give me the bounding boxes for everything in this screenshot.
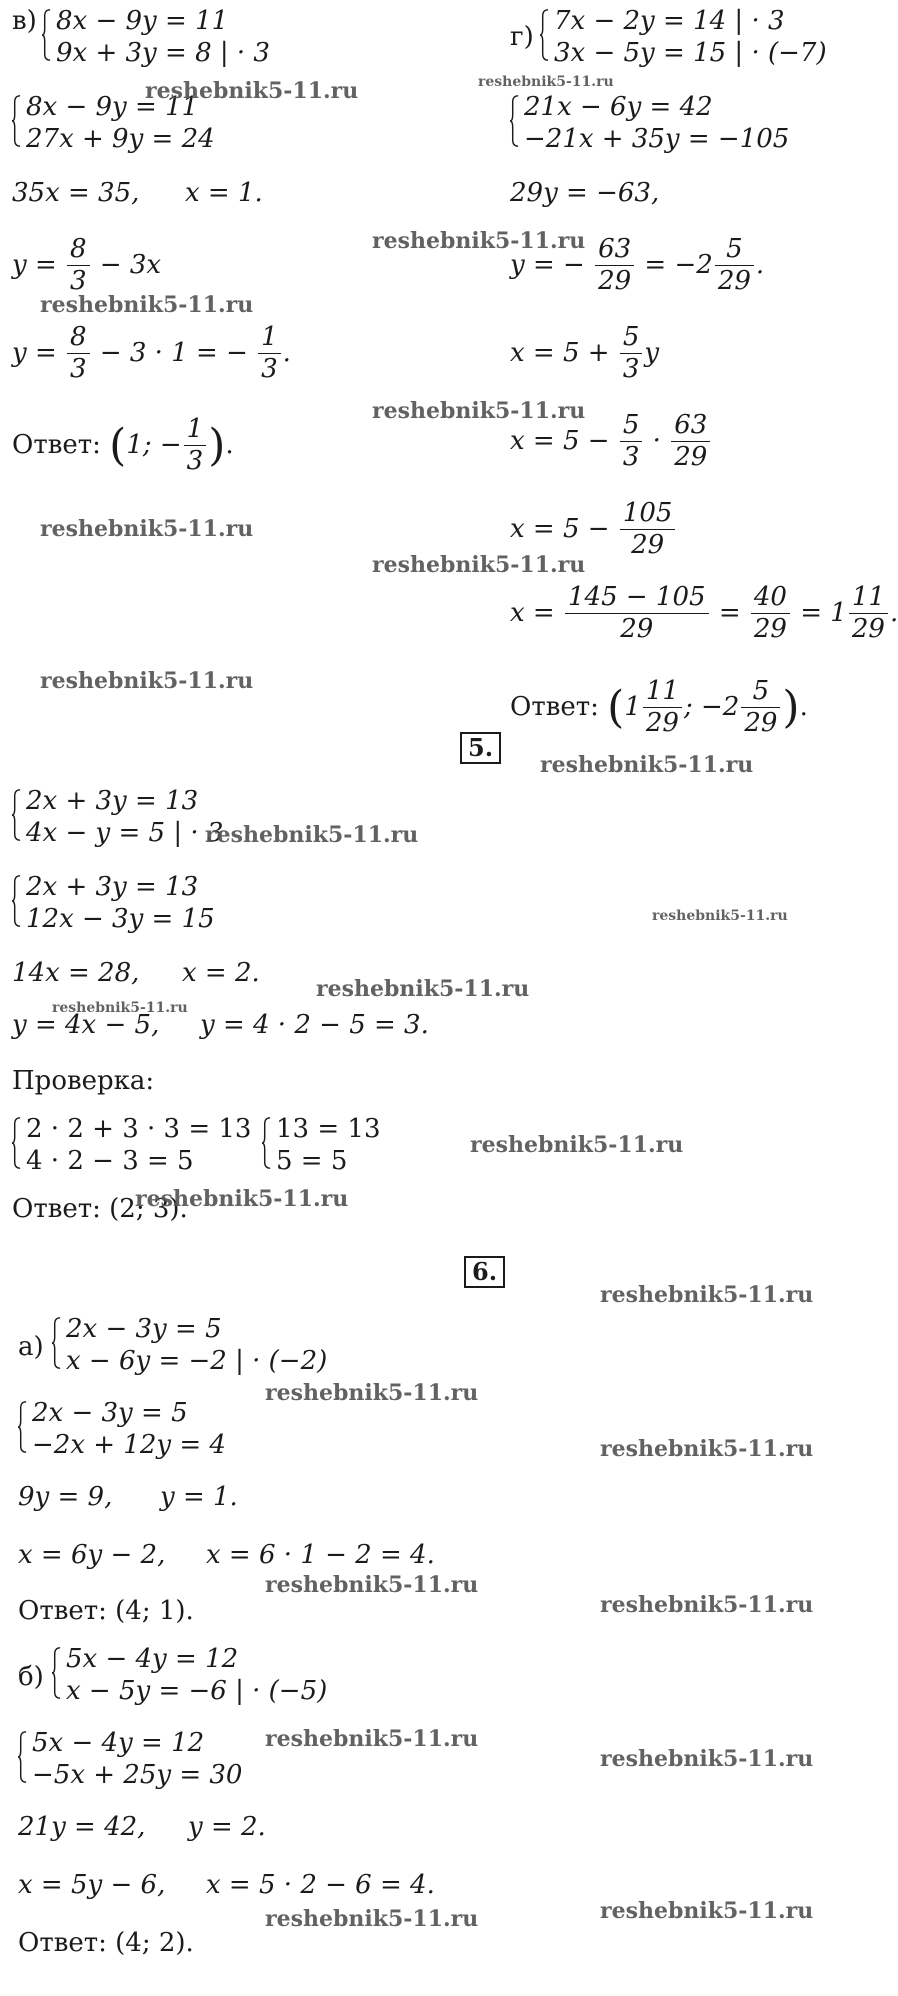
equation: y = 2.: [188, 1812, 266, 1842]
brace-icon: [52, 1644, 61, 1702]
watermark: reshebnik5-11.ru: [40, 668, 254, 694]
brace-icon: [52, 1314, 61, 1372]
fraction: $\frac{5}{29}$: [741, 678, 780, 738]
watermark: reshebnik5-11.ru: [265, 1380, 479, 1406]
equation: 3x − 5y = 15 | · (−7): [554, 38, 827, 68]
equation-rest: − 3x: [99, 249, 162, 280]
watermark: reshebnik5-11.ru: [600, 1436, 814, 1462]
equation: 2x − 3y = 5: [66, 1314, 222, 1344]
equation: 7x − 2y = 14 | · 3: [554, 6, 785, 36]
equation: x = 5 − $\frac{105}{29}$: [510, 500, 677, 560]
fraction: $\frac{8}{3}$: [67, 324, 90, 384]
equation: y = 4 · 2 − 5 = 3.: [200, 1010, 429, 1040]
equation: y = $\frac{8}{3}$ − 3 · 1 = − $\frac{1}{3}$ .: [12, 322, 291, 385]
fraction: $\frac{63}{29}$: [595, 236, 634, 296]
label-g: г): [510, 22, 534, 52]
watermark: reshebnik5-11.ru: [316, 976, 530, 1002]
watermark: reshebnik5-11.ru: [372, 398, 586, 424]
watermark: reshebnik5-11.ru: [205, 822, 419, 848]
watermark: reshebnik5-11.ru: [265, 1906, 479, 1932]
fraction: $\frac{105}{29}$: [620, 500, 676, 560]
equation: x = 5 · 2 − 6 = 4.: [206, 1870, 435, 1900]
brace-icon: [12, 786, 21, 844]
fraction: $\frac{5}{29}$: [715, 236, 754, 296]
answer-6b: Ответ: (4; 2).: [18, 1928, 194, 1958]
fraction: $\frac{11}{29}$: [849, 584, 888, 644]
equation: 2x + 3y = 13: [26, 872, 199, 902]
equation: 13 = 13: [276, 1114, 381, 1144]
equation: 12x − 3y = 15: [26, 904, 215, 934]
fraction: $\frac{11}{29}$: [643, 678, 682, 738]
equation: 21y = 42,: [18, 1812, 146, 1842]
watermark: reshebnik5-11.ru: [265, 1572, 479, 1598]
brace-icon: [510, 92, 519, 150]
equation: x = 2.: [182, 958, 260, 988]
equation: y = 4x − 5,: [12, 1010, 160, 1040]
equation: x = 1.: [185, 178, 263, 208]
fraction: $\frac{5}{3}$: [620, 412, 643, 472]
label-b: б): [18, 1662, 44, 1692]
brace-icon: [262, 1114, 271, 1172]
brace-icon: [12, 872, 21, 930]
equation: x − 6y = −2 | · (−2): [66, 1346, 328, 1376]
watermark: reshebnik5-11.ru: [600, 1898, 814, 1924]
equation: 9y = 9,: [18, 1482, 113, 1512]
answer-5: Ответ: (2; 3).: [12, 1194, 188, 1224]
equation: 2 · 2 + 3 · 3 = 13: [26, 1114, 252, 1144]
watermark: reshebnik5-11.ru: [540, 752, 754, 778]
watermark: reshebnik5-11.ru: [145, 78, 359, 104]
watermark: reshebnik5-11.ru: [40, 292, 254, 318]
equation: x = $\frac{145 - 105}{29}$ = $\frac{40}{29}$ = 1 $\frac{11}{29}$ .: [510, 582, 898, 645]
brace-icon: [42, 6, 51, 64]
answer-g: Ответ: (1 $\frac{11}{29}$ ; −2 $\frac{5}{29}$ ).: [510, 676, 808, 739]
fraction: $\frac{145 - 105}{29}$: [565, 584, 709, 644]
equation: x − 5y = −6 | · (−5): [66, 1676, 328, 1706]
equation: −5x + 25y = 30: [32, 1760, 243, 1790]
task-number-6: 6.: [464, 1256, 505, 1288]
watermark: reshebnik5-11.ru: [265, 1726, 479, 1752]
fraction: $\frac{40}{29}$: [751, 584, 790, 644]
equation: y = − $\frac{63}{29}$ = −2 $\frac{5}{29}$ .: [510, 234, 765, 297]
equation-lhs: y =: [12, 337, 57, 368]
watermark: reshebnik5-11.ru: [52, 1000, 188, 1016]
brace-icon: [18, 1728, 27, 1786]
equation: 4x − y = 5 | · 3: [26, 818, 224, 848]
equation: 21x − 6y = 42: [524, 92, 713, 122]
watermark: reshebnik5-11.ru: [600, 1282, 814, 1308]
equation-lhs: y =: [12, 249, 57, 280]
fraction: $\frac{63}{29}$: [671, 412, 710, 472]
brace-icon: [18, 1398, 27, 1456]
watermark: reshebnik5-11.ru: [40, 516, 254, 542]
watermark: reshebnik5-11.ru: [652, 908, 788, 924]
watermark: reshebnik5-11.ru: [600, 1746, 814, 1772]
equation: y = 1.: [160, 1482, 238, 1512]
equation-mid: − 3 · 1 = −: [99, 337, 248, 368]
label-a: а): [18, 1332, 44, 1362]
equation: x = 6y − 2,: [18, 1540, 166, 1570]
fraction: $\frac{8}{3}$: [67, 236, 90, 296]
equation: 5x − 4y = 12: [66, 1644, 239, 1674]
fraction: $\frac{1}{3}$: [258, 324, 281, 384]
watermark: reshebnik5-11.ru: [135, 1186, 349, 1212]
equation: x = 6 · 1 − 2 = 4.: [206, 1540, 435, 1570]
equation: x = 5 − $\frac{5}{3}$ · $\frac{63}{29}$: [510, 412, 712, 472]
watermark: reshebnik5-11.ru: [478, 74, 614, 90]
brace-icon: [12, 1114, 21, 1172]
equation: −21x + 35y = −105: [524, 124, 790, 154]
equation: 8x − 9y = 11: [26, 92, 199, 122]
task-number-5: 5.: [460, 732, 501, 764]
brace-icon: [540, 6, 549, 64]
equation: −2x + 12y = 4: [32, 1430, 226, 1460]
equation: 5x − 4y = 12: [32, 1728, 205, 1758]
watermark: reshebnik5-11.ru: [372, 228, 586, 254]
equation: 9x + 3y = 8 | · 3: [56, 38, 270, 68]
equation: 35x = 35,: [12, 178, 140, 208]
fraction: $\frac{1}{3}$: [184, 416, 207, 476]
check-label: Проверка:: [12, 1066, 155, 1096]
answer-label: Ответ:: [510, 691, 599, 722]
fraction: $\frac{5}{3}$: [620, 324, 643, 384]
watermark: reshebnik5-11.ru: [372, 552, 586, 578]
equation: 5 = 5: [276, 1146, 348, 1176]
equation: 2x − 3y = 5: [32, 1398, 188, 1428]
equation: [12, 236, 161, 296]
watermark: reshebnik5-11.ru: [600, 1592, 814, 1618]
equation: 29y = −63,: [510, 178, 660, 208]
equation: 27x + 9y = 24: [26, 124, 215, 154]
brace-icon: [12, 92, 21, 150]
watermark: reshebnik5-11.ru: [470, 1132, 684, 1158]
equation: 8x − 9y = 11: [56, 6, 229, 36]
answer-v: Ответ: (1; − $\frac{1}{3}$ ).: [12, 414, 234, 477]
equation: 2x + 3y = 13: [26, 786, 199, 816]
equation: 14x = 28,: [12, 958, 140, 988]
equation: x = 5 + $\frac{5}{3}$ y: [510, 322, 660, 385]
answer-label: Ответ:: [12, 429, 101, 460]
equation: x = 5y − 6,: [18, 1870, 166, 1900]
equation: 4 · 2 − 3 = 5: [26, 1146, 194, 1176]
label-v: в): [12, 6, 37, 36]
answer-6a: Ответ: (4; 1).: [18, 1596, 194, 1626]
